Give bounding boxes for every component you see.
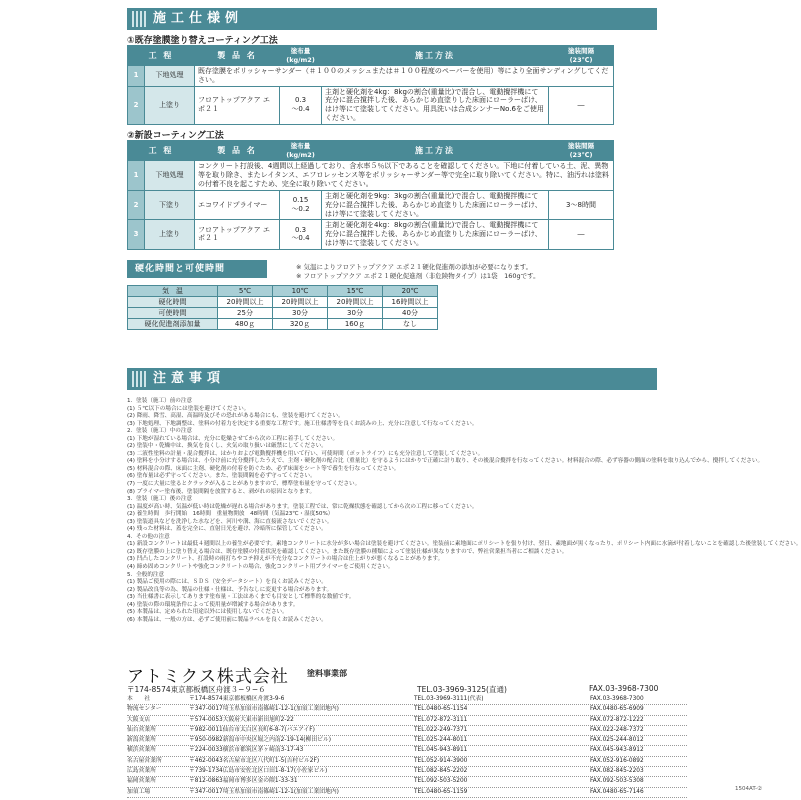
caution-line: (4) 残った材料は、蓋を完全に、直射日光を避け、冷暗所に保管してください。 bbox=[127, 526, 327, 533]
office-tel: TEL.0480-65-1159 bbox=[414, 788, 468, 795]
hq-address: 〒174-8574東京都板橋区舟渡３−９−６ bbox=[127, 685, 266, 694]
office-addr: 〒574-0053大阪府大東市新田旭町2-22 bbox=[189, 716, 294, 723]
section1-table bbox=[127, 45, 614, 125]
office-addr: 〒174-8574東京都板橋区舟渡3-9-6 bbox=[189, 696, 285, 702]
hq-fax: FAX.03-3968-7300 bbox=[589, 684, 659, 693]
col-interval: 塗装間隔 (23℃) bbox=[549, 141, 614, 161]
caution-line: (4) 塗装の際の環境条件によって使用量が増減する場合があります。 bbox=[127, 601, 299, 608]
office-name: 新潟営業所 bbox=[127, 737, 156, 744]
caution-line: (3) 凹凸したコンクリート、打設時の雨打ちやコテ抑えが不充分なコンクリートの場合は仕上がりが悪くなることがあります。 bbox=[127, 556, 444, 563]
office-name: 広島営業所 bbox=[127, 768, 156, 775]
office-fax: FAX.052-916-0892 bbox=[590, 757, 644, 764]
table-row: 2 下塗り エコワイドプライマー 0.15 〜0.2 主剤と硬化剤を9kg：3kgの割合(重量比)で混合し、電動攪拌機にて充分に混合撹拌した後、あらかじめ直塗りした床面にローラーばけ、はけ等にて塗装してください。 3〜8時間 bbox=[128, 191, 614, 220]
table-row: 可使時間 25分 30分 30分 40分 bbox=[128, 308, 438, 319]
office-tel: TEL.022-249-7371 bbox=[414, 726, 468, 733]
office-fax: FAX.03-3968-7300 bbox=[590, 696, 644, 702]
office-fax: FAX.092-503-5308 bbox=[590, 778, 644, 785]
caution-line: (8) プライマー塗布後、塗装間隔を放置すると、剥がれの原因となります。 bbox=[127, 488, 316, 495]
office-list bbox=[127, 695, 687, 798]
caution-line: (2) 養生時間 歩行開始 16時間 重量物開放 48時間（気温23℃・湿度50%） bbox=[127, 511, 334, 518]
office-addr: 〒739-1734広島市安佐北区口田1-8-17(小佐家ビル) bbox=[189, 768, 328, 775]
office-name: 本 社 bbox=[127, 696, 151, 702]
cure-note-1: ※ 気温によりフロアトップアクア エポ２１硬化促進剤の添加が必要になります。 bbox=[296, 263, 533, 271]
caution-line: (5) 材料混合の際、床面に主剤、硬化剤の付着を防ぐため、必ず床面をシート等で養生を行なってください。 bbox=[127, 465, 400, 472]
office-tel: TEL.082-845-2202 bbox=[414, 768, 468, 775]
section1-title: ①既存塗膜塗り替えコーティング工法 bbox=[127, 36, 278, 46]
caution-line: (5) 本製品は、定められた用途以外には使用しないでください。 bbox=[127, 609, 288, 616]
office-row bbox=[127, 757, 687, 767]
caution-line: (1) ５℃以下の場合には塗装を避けてください。 bbox=[127, 405, 250, 412]
caution-line: (2) 降雨、降雪、高湿、高温時及びその恐れがある場合にも、塗装を避けてください。 bbox=[127, 413, 344, 420]
office-fax: FAX.045-943-8912 bbox=[590, 747, 644, 754]
spec-banner: 施工仕様例 bbox=[127, 8, 657, 30]
office-row bbox=[127, 716, 687, 726]
office-fax: FAX.0480-65-7146 bbox=[590, 788, 644, 795]
col-interval: 塗装間隔 (23℃) bbox=[549, 46, 614, 66]
col-product: 製 品 名 bbox=[195, 46, 280, 66]
caution-line: (1) 温度が高い時、気温が低い時は乾燥が遅れる場合があります。塗装工程では、常に乾燥状態を確認してから次の工程に移ってください。 bbox=[127, 503, 478, 510]
caution-list bbox=[127, 398, 801, 624]
section2-title: ②新設コーティング工法 bbox=[127, 131, 224, 141]
office-fax: FAX.0480-65-6909 bbox=[590, 706, 644, 713]
office-addr: 〒982-0011仙台市太白区長町6-8-7(パエアイF) bbox=[189, 726, 315, 733]
caution-line: (1) 下地が湿れている場合は、充分に乾燥させてから次の工程に着手してください。 bbox=[127, 435, 339, 442]
office-name: 横浜営業所 bbox=[127, 747, 156, 754]
office-row bbox=[127, 777, 687, 787]
caution-line: (4) 塗料を小分けする場合は、小分け前に充分攪拌したうえで、主剤・硬化剤の配合比（重量比）を守るようにはかりで正確に計り取り、その後混合攪拌を行なってください。材料混合の際、必ず容器の側面の塗料を取り込んでから、攪拌してください。 bbox=[127, 458, 764, 465]
col-product: 製 品 名 bbox=[195, 141, 280, 161]
office-addr: 〒462-0043名古屋市北区八代町1-5(吉村ビル2F) bbox=[189, 757, 320, 764]
caution-banner: 注意事項 bbox=[127, 368, 657, 390]
caution-line: (3) 下地処理、下地調整は、塗料の付着力を決定する重要な工程です。施工仕様書等を良くお読みの上、充分に注意して行なってください。 bbox=[127, 420, 478, 427]
caution-line: (6) 本製品は、一般の方は、必ずご使用前に製品ラベルを良くお読みください。 bbox=[127, 616, 327, 623]
table-row: 3 上塗り フロアトップアクア エポ２１ 0.3 〜0.4 主剤と硬化剤を4kg：8kgの割合(重量比)で混合し、電動攪拌機にて充分に混合撹拌した後、あらかじめ直塗りした床面にローラーばけ、はけ等にて塗装してください。 ― bbox=[128, 220, 614, 249]
table-row: 1 下地処理 コンクリート打設後、4週間以上経過しており、含水率５％以下であることを確認してください。下地に付着している土、泥、異物等を取り除き、またレイタンス、エフロレッセンス等をポリッシャーサンダー等で完全に取り除いてください。特に、油汚れは塗料の付着不良を起こすため、完全に取り除いてください。 bbox=[128, 161, 614, 191]
office-addr: 〒950-0982新潟市中央区堀之内南2-19-14(柳田ビル) bbox=[189, 737, 332, 744]
col-step: 工 程 bbox=[128, 141, 195, 161]
office-row bbox=[127, 736, 687, 746]
company-dept: 塗料事業部 bbox=[307, 669, 347, 678]
col-step: 工 程 bbox=[128, 46, 195, 66]
office-name: 加須工場 bbox=[127, 788, 151, 795]
office-row bbox=[127, 705, 687, 715]
caution-line: (7) 一度に大量に塗るとクラックが入ることがありますので、標準塗布量を守ってください。 bbox=[127, 481, 361, 488]
office-fax: FAX.025-244-8012 bbox=[590, 737, 644, 744]
caution-line: (6) 塗布量は必ず守ってください。また、塗装間隔を必ず守ってください。 bbox=[127, 473, 316, 480]
hq-tel: TEL.03-3969-3125(直通) bbox=[417, 685, 507, 694]
office-row bbox=[127, 726, 687, 736]
office-tel: TEL.03-3969-3111(代表) bbox=[414, 696, 484, 702]
caution-line: (1) 製品ご使用の際には、ＳＤＳ（安全データシート）を良くお読みください。 bbox=[127, 579, 327, 586]
office-fax: FAX.022-248-7372 bbox=[590, 726, 644, 733]
table-row: 2 上塗り フロアトップアクア エポ２１ 0.3 〜0.4 主剤と硬化剤を4kg：8kgの割合(重量比)で混合し、電動攪拌機にて充分に混合撹拌した後、あらかじめ直塗りした床面にローラーばけ、はけ等にて塗装してください。用具洗いは合成シンナーNo.6をご使用ください。 ― bbox=[128, 86, 614, 124]
caution-line: 3．塗装（施工）後の注意 bbox=[127, 496, 193, 503]
caution-line: 2．塗装（施工）中の注意 bbox=[127, 428, 193, 435]
office-name: 仙台営業所 bbox=[127, 726, 156, 733]
cure-table: 気 温 5℃ 10℃ 15℃ 20℃ 硬化時間 20時間以上 20時間以上 20時間以上 16時間以上 可使時間 25分 30分 30分 40分 硬化促進剤添加量 480ｇ 320ｇ 160ｇ なし bbox=[127, 285, 438, 330]
office-tel: TEL.045-943-8911 bbox=[414, 747, 468, 754]
caution-line: (2) 既存塗膜の上に塗り替える場合は、既存塗膜の付着状況を確認してください。また既存塗膜の種類によって塗装仕様が異なりますので、弊社営業担当者にご相談ください。 bbox=[127, 548, 568, 555]
office-name: 物流センター bbox=[127, 706, 162, 713]
office-row bbox=[127, 788, 687, 798]
office-addr: 〒347-0017埼玉県加須市南篠崎1-12-1(加須工業団地内) bbox=[189, 788, 339, 795]
table-row: 硬化時間 20時間以上 20時間以上 20時間以上 16時間以上 bbox=[128, 297, 438, 308]
company-name: アトミクス株式会社 bbox=[127, 667, 289, 687]
section2-table bbox=[127, 140, 614, 250]
office-row bbox=[127, 746, 687, 756]
office-name: 福岡営業所 bbox=[127, 778, 156, 785]
caution-line: 4．その他の注意 bbox=[127, 533, 170, 540]
office-fax: FAX.072-872-1222 bbox=[590, 716, 644, 723]
cure-banner: 硬化時間と可使時間 bbox=[127, 260, 267, 278]
col-method: 施工方法 bbox=[322, 141, 549, 161]
doc-code: 1504AT-② bbox=[735, 786, 763, 792]
caution-line: (1) 新設コンクリートは最低４週間以上の養生が必要です。素地コンクリートに水分が多い場合は塗装を避けてください。塗装前に素地面にポリシートを張り付け、翌日、素地面が黒くなったり、ポリシート内面に水滴が付着しないことを確認した後塗装してください。 bbox=[127, 541, 801, 548]
caution-line: (3) 塗装道具などを洗浄した水などを、河川や溝、海に直接流さないでください。 bbox=[127, 518, 333, 525]
office-addr: 〒224-0033横浜市都筑区茅ヶ崎南3-17-43 bbox=[189, 747, 304, 754]
office-tel: TEL.092-503-5200 bbox=[414, 778, 468, 785]
col-amount: 塗布量 (kg/m2) bbox=[280, 46, 322, 66]
col-amount: 塗布量 (kg/m2) bbox=[280, 141, 322, 161]
office-name: 名古屋営業所 bbox=[127, 757, 162, 764]
table-row: 硬化促進剤添加量 480ｇ 320ｇ 160ｇ なし bbox=[128, 319, 438, 330]
col-method: 施工方法 bbox=[322, 46, 549, 66]
office-fax: FAX.082-845-2203 bbox=[590, 768, 644, 775]
caution-line: (2) 製品改良等の為、製品の仕様・仕様は、予告なしに変更する場合があります。 bbox=[127, 586, 333, 593]
caution-line: 1．塗装（施工）前の注意 bbox=[127, 398, 193, 404]
office-tel: TEL.052-914-3900 bbox=[414, 757, 468, 764]
office-addr: 〒812-0863福岡市博多区金の隈1-33-31 bbox=[189, 778, 298, 785]
caution-line: (4) 締め固めコンクリートや強化コンクリートの場合、強化コンクリート用プライマーをご使用ください。 bbox=[127, 564, 394, 571]
office-name: 大阪支店 bbox=[127, 716, 151, 723]
office-addr: 〒347-0017埼玉県加須市南篠崎1-12-1(加須工業団地内) bbox=[189, 706, 339, 713]
office-tel: TEL.025-244-8011 bbox=[414, 737, 468, 744]
office-row bbox=[127, 767, 687, 777]
cure-note-2: ※ フロアトップアクア エポ２１硬化促進剤（非危険物タイプ）は1袋 160gです。 bbox=[296, 272, 540, 280]
caution-line: (3) 当仕様書に表示してあります塗布量・工法はあくまでも目安として標準的な数値です。 bbox=[127, 594, 355, 601]
caution-line: (2) 塗装中・乾燥中は、換気を良くし、火気の取り扱いは厳禁にしてください。 bbox=[127, 443, 327, 450]
table-row: 1 下地処理 既存塗膜をポリッシャーサンダー（＃１００のメッシュまたは＃１００程度のペーパーを使用）等により全面サンディングしてください。 bbox=[128, 66, 614, 87]
office-tel: TEL.0480-65-1154 bbox=[414, 706, 468, 713]
office-tel: TEL.072-872-3111 bbox=[414, 716, 468, 723]
caution-line: 5．全般的注意 bbox=[127, 571, 165, 578]
office-row bbox=[127, 695, 687, 705]
caution-line: (3) 二液性塗料の計量・混合攪拌は、はかりおよび電動攪拌機を用いて行い、可使時間（ポットライフ）にも充分注意して塗装してください。 bbox=[127, 450, 484, 457]
